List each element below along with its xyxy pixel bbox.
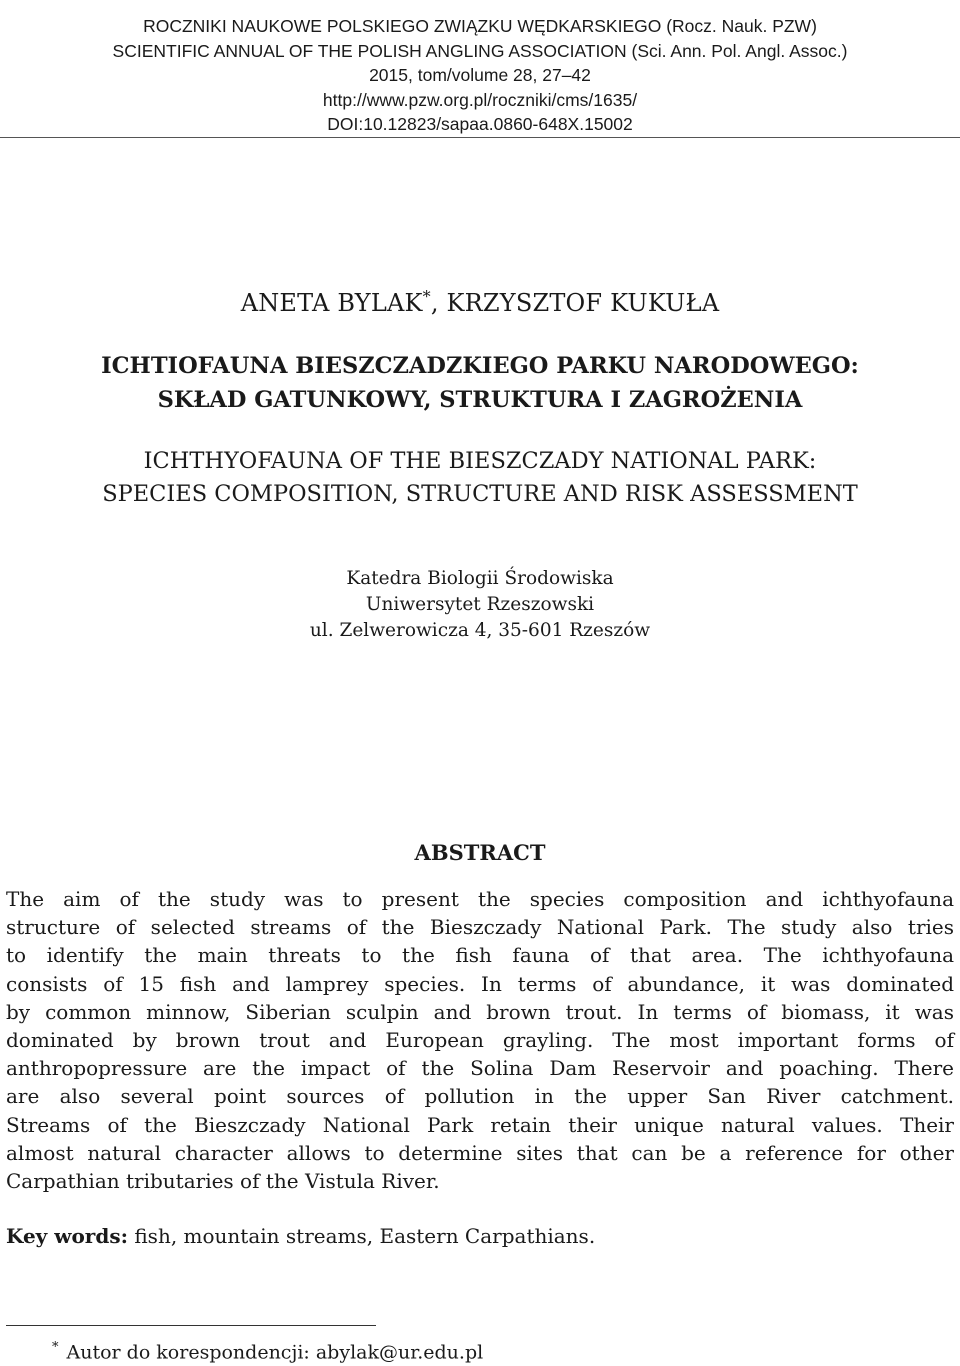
keywords [6, 1224, 954, 1248]
journal-title-pl: ROCZNIKI NAUKOWE POLSKIEGO ZWIĄZKU WĘDKARSKIEGO (Rocz. Nauk. PZW) [143, 16, 817, 36]
journal-title-en: SCIENTIFIC ANNUAL OF THE POLISH ANGLING ASSOCIATION (Sci. Ann. Pol. Angl. Assoc.) [112, 40, 848, 61]
title-english [0, 445, 960, 511]
footnote-divider [6, 1325, 376, 1326]
abstract-line: dominated by brown trout and European grayling. The most important forms of [6, 1027, 954, 1052]
abstract-line: to identify the main threats to the fish fauna of that area. The ichthyofauna [6, 943, 954, 968]
header-divider [0, 137, 960, 138]
author-rest: , KRZYSZTOF KUKUŁA [430, 289, 720, 317]
keywords-text: fish, mountain streams, Eastern Carpathians. [127, 1224, 596, 1248]
title-polish-line-1: ICHTIOFAUNA BIESZCZADZKIEGO PARKU NARODOWEGO: [101, 353, 859, 379]
abstract-line: Streams of the Bieszczady National Park retain their unique natural values. Their [6, 1112, 954, 1137]
affiliation-address: ul. Zelwerowicza 4, 35-601 Rzeszów [309, 620, 651, 641]
abstract-body [6, 885, 954, 1195]
journal-doi: DOI:10.12823/sapaa.0860-648X.15002 [327, 114, 633, 134]
affiliation-university: Uniwersytet Rzeszowski [365, 594, 595, 615]
journal-url: http://www.pzw.org.pl/roczniki/cms/1635/ [322, 89, 638, 110]
abstract-line: structure of selected streams of the Bieszczady National Park. The study also tries [6, 915, 954, 940]
abstract-line: Carpathian tributaries of the Vistula River. [6, 1168, 440, 1193]
abstract-line: consists of 15 fish and lamprey species. In terms of abundance, it was dominated [6, 971, 954, 996]
journal-volume: 2015, tom/volume 28, 27–42 [369, 65, 591, 85]
author-first: ANETA BYLAK [240, 289, 423, 317]
title-polish [0, 349, 960, 417]
abstract-line: are also several point sources of pollution in the upper San River catchment. [6, 1084, 954, 1109]
corresponding-marker: * [422, 287, 431, 306]
abstract-line: by common minnow, Siberian sculpin and brown trout. In terms of biomass, it was [6, 999, 954, 1024]
affiliation-department: Katedra Biologii Środowiska [346, 568, 614, 589]
footnote-text: Autor do korespondencji: abylak@ur.edu.pl [66, 1341, 484, 1364]
footnote [52, 1340, 483, 1363]
affiliation [0, 566, 960, 644]
journal-header [0, 14, 960, 137]
title-english-line-2: SPECIES COMPOSITION, STRUCTURE AND RISK ASSESSMENT [102, 481, 858, 507]
authors-line [0, 287, 960, 317]
abstract-line: almost natural character allows to determine sites that can be a reference for other [6, 1140, 954, 1165]
abstract-heading: ABSTRACT [414, 840, 546, 865]
title-polish-line-2: SKŁAD GATUNKOWY, STRUKTURA I ZAGROŻENIA [157, 387, 803, 413]
keywords-label: Key words: [6, 1224, 128, 1248]
title-english-line-1: ICHTHYOFAUNA OF THE BIESZCZADY NATIONAL PARK: [143, 448, 817, 474]
abstract-line: The aim of the study was to present the species composition and ichthyofauna [6, 887, 954, 911]
abstract-line: anthropopressure are the impact of the Solina Dam Reservoir and poaching. There [6, 1056, 954, 1081]
footnote-marker: * [52, 1340, 59, 1355]
